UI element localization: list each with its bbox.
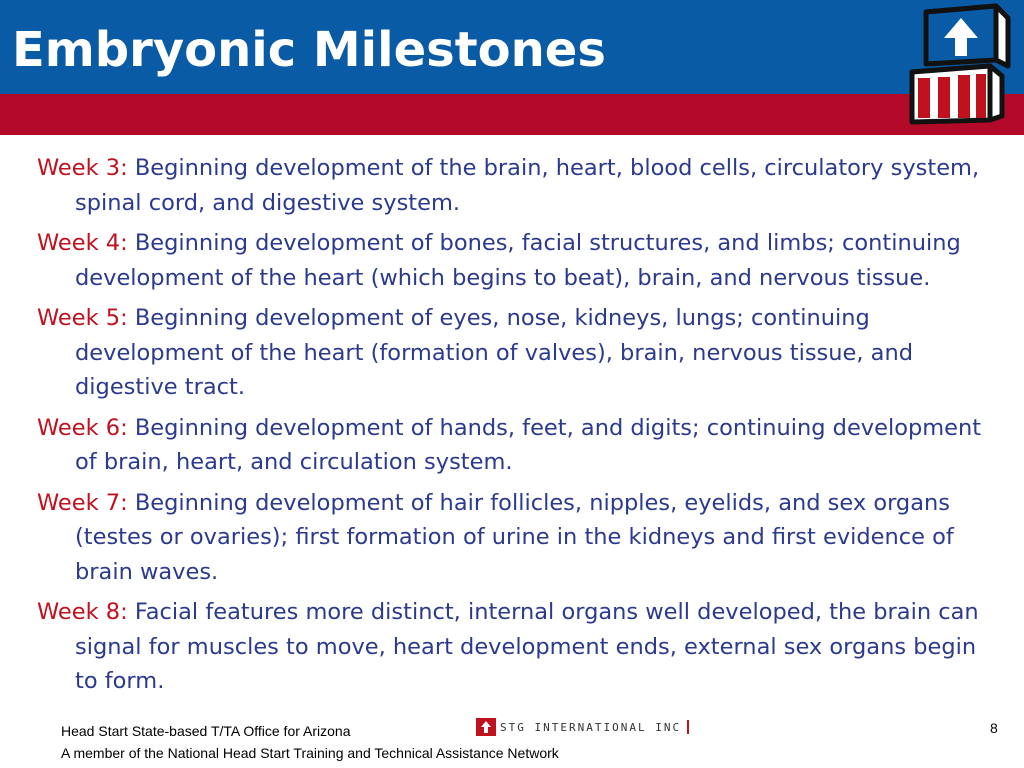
milestone-text: Beginning development of bones, facial structures, and limbs; continuing development of the heart (which begins to beat), brain, and nervous tissue. <box>75 230 961 291</box>
milestone-item-week-6 <box>37 411 997 480</box>
stg-international-logo <box>476 716 689 738</box>
milestone-item-week-3 <box>37 151 997 220</box>
week-label: Week 6: <box>37 414 128 441</box>
milestone-text: Beginning development of eyes, nose, kidneys, lungs; continuing development of the heart (formation of valves), brain, nervous tissue, and digestive tract. <box>75 305 914 400</box>
week-label: Week 7: <box>37 489 128 516</box>
stg-international-logo-icon <box>476 718 496 736</box>
week-label: Week 4: <box>37 230 128 256</box>
week-label: Week 3: <box>37 155 128 181</box>
milestone-item-week-4 <box>37 226 997 295</box>
stg-logo-divider <box>687 720 689 734</box>
slide-title: Embryonic Milestones <box>12 22 606 78</box>
title-bar <box>0 0 1024 94</box>
milestone-text: Beginning development of the brain, heart, blood cells, circulatory system, spinal cord, and digestive system. <box>75 155 980 216</box>
milestone-list <box>37 151 997 705</box>
week-label: Week 5: <box>37 305 128 331</box>
milestone-item-week-7 <box>37 486 997 590</box>
stg-logo-text: STG INTERNATIONAL INC <box>500 720 682 734</box>
footer-line-office: Head Start State-based T/TA Office for Arizona <box>61 723 351 739</box>
milestone-text: Beginning development of hair follicles, nipples, eyelids, and sex organs (testes or ovaries); first formation of urine in the kidneys and first evidence of brain waves. <box>75 489 954 585</box>
red-band <box>0 94 1024 135</box>
footer-line-network: A member of the National Head Start Training and Technical Assistance Network <box>61 745 559 761</box>
milestone-text: Beginning development of hands, feet, and digits; continuing development of brain, heart, and circulation system. <box>75 414 982 475</box>
head-start-blocks-logo-icon <box>904 2 1016 126</box>
milestone-item-week-5 <box>37 301 997 405</box>
milestone-text: Facial features more distinct, internal organs well developed, the brain can signal for muscles to move, heart development ends, external sex organs begin to form. <box>75 599 979 694</box>
milestone-item-week-8 <box>37 595 997 699</box>
week-label: Week 8: <box>37 599 128 625</box>
page-number: 8 <box>990 720 998 736</box>
